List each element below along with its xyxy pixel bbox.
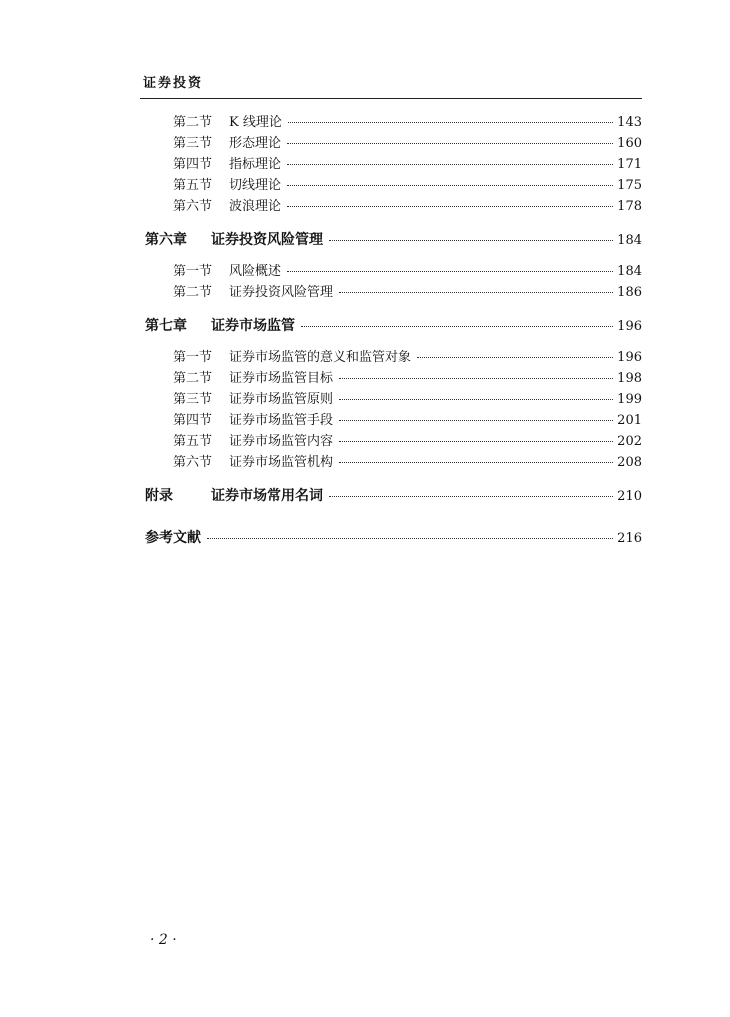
toc-entry-number: 第六节 [173, 199, 213, 214]
toc-entry-page: 202 [617, 434, 642, 449]
toc-entry-page: 216 [617, 531, 642, 546]
toc-section-entry[interactable] [173, 390, 642, 410]
toc-entry-title: 证券市场监管目标 [229, 371, 334, 386]
toc-entry-number: 第二节 [173, 285, 213, 300]
header-rule [140, 98, 642, 99]
toc-entry-title: 证券市场监管内容 [229, 434, 334, 449]
toc-entry-number: 第一节 [173, 264, 213, 279]
toc-entry-title: 形态理论 [229, 136, 282, 151]
dot-leader [339, 419, 613, 421]
toc-entry-page: 196 [617, 319, 642, 334]
toc-section-entry[interactable] [173, 134, 642, 154]
toc-entry-number: 第六章 [145, 232, 187, 248]
dot-leader [287, 270, 613, 272]
toc-section-entry[interactable] [173, 348, 642, 368]
toc-entry-page: 178 [617, 199, 642, 214]
running-header: 证券投资 [143, 76, 204, 91]
toc-section-entry[interactable] [173, 113, 642, 133]
dot-leader [287, 163, 613, 165]
dot-leader [339, 440, 613, 442]
toc-entry-title: 证券市场监管手段 [229, 413, 334, 428]
toc-chapter-entry[interactable] [145, 230, 642, 250]
toc-entry-number: 第五节 [173, 178, 213, 193]
dot-leader [417, 356, 613, 358]
toc-section-entry[interactable] [173, 283, 642, 303]
toc-chapter-entry[interactable] [145, 528, 642, 548]
toc-entry-title: 切线理论 [229, 178, 282, 193]
toc-entry-number: 第四节 [173, 157, 213, 172]
toc-chapter-entry[interactable] [145, 316, 642, 336]
toc-section-entry[interactable] [173, 155, 642, 175]
toc-entry-title: K 线理论 [229, 115, 282, 130]
toc-section-entry[interactable] [173, 262, 642, 282]
toc-section-entry[interactable] [173, 197, 642, 217]
dot-leader [287, 205, 613, 207]
toc-entry-title: 证券市场监管 [211, 318, 295, 334]
dot-leader [287, 142, 613, 144]
toc-entry-page: 171 [617, 157, 642, 172]
dot-leader [288, 121, 613, 123]
dot-leader [339, 291, 613, 293]
toc-section-entry[interactable] [173, 453, 642, 473]
toc-entry-number: 参考文献 [145, 530, 201, 546]
dot-leader [329, 239, 613, 241]
toc-section-entry[interactable] [173, 432, 642, 452]
toc-entry-title: 证券市场监管原则 [229, 392, 334, 407]
toc-entry-title: 证券市场监管的意义和监管对象 [229, 350, 412, 365]
toc-section-entry[interactable] [173, 369, 642, 389]
dot-leader [339, 377, 613, 379]
toc-entry-page: 175 [617, 178, 642, 193]
toc-section-entry[interactable] [173, 411, 642, 431]
toc-entry-page: 160 [617, 136, 642, 151]
toc-section-entry[interactable] [173, 176, 642, 196]
page-folio: · 2 · [150, 932, 177, 948]
toc-entry-page: 199 [617, 392, 642, 407]
toc-entry-page: 198 [617, 371, 642, 386]
toc-entry-number: 第二节 [173, 371, 213, 386]
toc-entry-page: 208 [617, 455, 642, 470]
toc-entry-title: 证券市场监管机构 [229, 455, 334, 470]
toc-entry-title: 波浪理论 [229, 199, 282, 214]
toc-entry-title: 证券投资风险管理 [211, 232, 323, 248]
toc-entry-page: 184 [617, 233, 642, 248]
toc-entry-number: 第三节 [173, 392, 213, 407]
dot-leader [339, 398, 613, 400]
toc-entry-page: 210 [617, 489, 642, 504]
toc-entry-number: 第四节 [173, 413, 213, 428]
toc-entry-number: 第三节 [173, 136, 213, 151]
dot-leader [329, 495, 613, 497]
dot-leader [301, 325, 613, 327]
toc-entry-page: 201 [617, 413, 642, 428]
toc-entry-page: 186 [617, 285, 642, 300]
dot-leader [207, 537, 613, 539]
toc-entry-title: 指标理论 [229, 157, 282, 172]
toc-chapter-entry[interactable] [145, 486, 642, 506]
toc-entry-number: 附录 [145, 488, 173, 504]
toc-entry-page: 184 [617, 264, 642, 279]
toc-entry-number: 第七章 [145, 318, 187, 334]
toc-entry-title: 风险概述 [229, 264, 282, 279]
dot-leader [287, 184, 613, 186]
toc-entry-page: 196 [617, 350, 642, 365]
toc-entry-title: 证券投资风险管理 [229, 285, 334, 300]
dot-leader [339, 461, 613, 463]
toc-entry-number: 第五节 [173, 434, 213, 449]
toc-entry-number: 第二节 [173, 115, 213, 130]
toc-entry-number: 第一节 [173, 350, 213, 365]
toc-entry-number: 第六节 [173, 455, 213, 470]
toc-entry-page: 143 [617, 115, 642, 130]
toc-entry-title: 证券市场常用名词 [211, 488, 323, 504]
